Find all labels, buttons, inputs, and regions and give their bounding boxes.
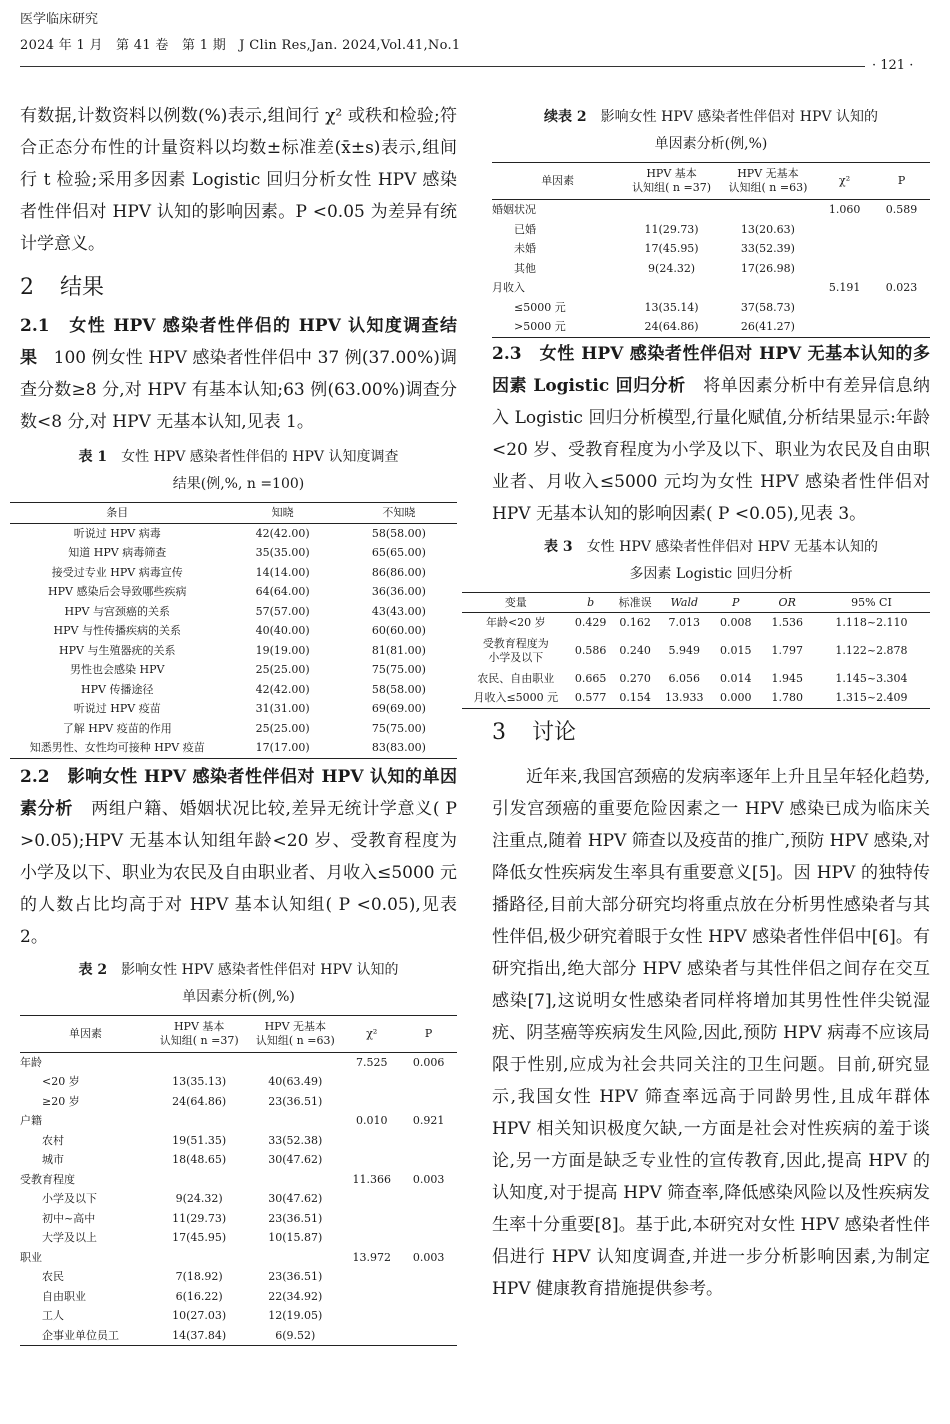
table-cell: 31(31.00) (255, 702, 310, 715)
table-cell: 37(58.73) (740, 300, 795, 314)
table-cell (343, 1326, 400, 1346)
table-cell: 年龄<20 岁 (485, 616, 546, 629)
subsection-title: 2.1 女性 HPV 感染者性伴侣的 HPV 认知度调查结果 (20, 316, 457, 368)
table-cell: 14(37.84) (172, 1328, 227, 1342)
table-row (10, 680, 457, 700)
section-2-3 (492, 338, 930, 530)
table-label: 表 3 (544, 538, 573, 555)
table-cell: 18(48.65) (172, 1153, 227, 1166)
table-cell: 0.000 (719, 691, 752, 704)
table-cell: 13(35.14) (644, 300, 699, 314)
table-cell: 58(58.00) (371, 526, 426, 540)
table-cell (816, 298, 873, 318)
table-cell (720, 200, 816, 220)
table-row (10, 602, 457, 622)
table-row (492, 239, 930, 259)
table-cell (343, 1150, 400, 1170)
table-cell (343, 1287, 400, 1307)
table-cell: 57(57.00) (255, 604, 310, 618)
subsection-body: 两组户籍、婚姻状况比较,差异无统计学意义( P >0.05);HPV 无基本认知组年龄<20 岁、受教育程度为小学及以下、职业为农民及自由职业者、月收入≤5000 元的人数占比均高于对 HPV 基本认知组( P <0.05),见表 2。 (20, 798, 457, 947)
table-cell: 1.118~2.110 (835, 616, 908, 629)
table-cell: 企事业单位员工 (42, 1328, 119, 1342)
table-row (20, 1170, 457, 1190)
table-cell: 1.945 (771, 671, 803, 685)
subsection-body: 100 例女性 HPV 感染者性伴侣中 37 例(37.00%)调查分数≥8 分,对 HPV 有基本认知;63 例(63.00%)调查分数<8 分,对 HPV 无基本认知,见表 1。 (20, 348, 458, 432)
table-cell: 64(64.00) (255, 585, 310, 598)
table-row (10, 699, 457, 719)
table-cell (873, 298, 930, 318)
table-cell (247, 1248, 343, 1268)
table-cell (873, 317, 930, 337)
table-cell: 0.014 (719, 671, 752, 685)
table-cell: ≥20 岁 (42, 1094, 80, 1108)
table-2 (20, 1015, 457, 1347)
table-label: 表 2 (78, 961, 108, 978)
table-cell: HPV 与宫颈癌的关系 (64, 604, 170, 618)
table-cell (873, 239, 930, 259)
table-row (20, 1150, 457, 1170)
col-header: P (424, 1026, 433, 1040)
col-header: 单因素 (69, 1026, 103, 1040)
table-row (20, 1111, 457, 1131)
table-2-cont-caption (492, 104, 930, 158)
table-row (492, 278, 930, 298)
journal-name: 医学临床研究 (20, 12, 99, 27)
table-cell: 7.013 (668, 616, 701, 629)
left-column (20, 100, 457, 1346)
col-header: 不知晓 (382, 506, 416, 519)
table-cell: 58(58.00) (371, 682, 426, 696)
table-cell: 受教育程度为 小学及以下 (482, 636, 549, 664)
table-3 (462, 592, 930, 709)
section-title: 结果 (60, 275, 105, 300)
table-row (20, 1189, 457, 1209)
section-3-heading (492, 717, 930, 749)
section-2-2 (20, 761, 457, 953)
table-cell: 9(24.32) (175, 1192, 223, 1205)
table-cell: 0.010 (356, 1114, 388, 1127)
caption-line: 结果(例,%, n =100) (172, 476, 305, 492)
table-cell (343, 1306, 400, 1326)
table-cell: 听说过 HPV 病毒 (73, 526, 161, 540)
table-cell: 男性也会感染 HPV (70, 663, 165, 676)
table-cell (343, 1131, 400, 1151)
table-cell (400, 1189, 457, 1209)
table-cell: 23(36.51) (268, 1211, 323, 1225)
table-row (10, 523, 457, 543)
table-cell: 0.240 (619, 643, 651, 657)
table-cell: 6(9.52) (275, 1328, 316, 1342)
table-cell: 75(75.00) (371, 663, 426, 676)
table-cell: 5.191 (828, 281, 861, 294)
section-title: 讨论 (532, 719, 577, 745)
table-cell: 职业 (20, 1250, 42, 1264)
col-header: b (587, 595, 595, 609)
table-cell: 17(26.98) (740, 261, 795, 275)
table-cell: 25(25.00) (255, 721, 310, 735)
table-cell: 农村 (42, 1133, 64, 1147)
table-cell: 0.023 (885, 281, 918, 294)
right-column (473, 100, 930, 1305)
table-row (20, 1326, 457, 1346)
table-3-caption (492, 534, 930, 588)
table-cell: 0.921 (412, 1114, 445, 1127)
table-cell: 0.015 (719, 643, 752, 657)
table-cell: 60(60.00) (371, 624, 426, 637)
table-cell: 户籍 (20, 1114, 42, 1127)
table-cell: 36(36.00) (371, 585, 426, 598)
table-cell: HPV 与性传播疾病的关系 (53, 624, 181, 637)
table-cell: 月收入 (492, 281, 525, 294)
subsection-title: 2.3 女性 HPV 感染者性伴侣对 HPV 无基本认知的多因素 Logistic 回归分析 (492, 343, 930, 396)
table-cell: ≤5000 元 (514, 300, 566, 314)
table-cell: 0.665 (574, 671, 607, 685)
table-cell: 11(29.73) (644, 222, 699, 236)
table-row (462, 613, 930, 633)
col-header: HPV 无基本 认知组( n =63) (728, 167, 808, 194)
table-cell: 0.008 (719, 616, 752, 629)
table-cell: <20 岁 (42, 1075, 80, 1088)
table-cell: 19(19.00) (255, 643, 310, 657)
table-row (20, 1306, 457, 1326)
table-cell: 0.589 (885, 203, 918, 216)
col-header: P (732, 595, 740, 609)
table-cell: 0.006 (412, 1055, 445, 1069)
table-cell (816, 239, 873, 259)
issue-line: 2024 年 1 月 第 41 卷 第 1 期 J Clin Res,Jan. 2024,Vol.41,No.1 (20, 38, 461, 53)
table-cell: 81(81.00) (371, 643, 426, 657)
table-cell: 1.060 (828, 203, 861, 216)
table-cell: 42(42.00) (255, 682, 310, 696)
col-header: 条目 (106, 506, 129, 519)
table-cell: 10(15.87) (268, 1231, 323, 1244)
table-cell: 1.145~3.304 (835, 671, 908, 685)
table-cell: 农民 (42, 1270, 64, 1283)
table-cell: 城市 (42, 1153, 64, 1166)
table-row (20, 1209, 457, 1229)
table-cell: 1.536 (771, 616, 803, 629)
table-cell: 其他 (514, 261, 536, 275)
table-header-row (492, 163, 930, 200)
caption-line: 多因素 Logistic 回归分析 (629, 565, 793, 582)
table-cell (151, 1170, 247, 1190)
table-cell: 33(52.38) (268, 1133, 323, 1147)
table-cell (247, 1052, 343, 1072)
table-row (20, 1131, 457, 1151)
col-header: χ² (839, 174, 851, 188)
table-cell: 6.056 (668, 671, 701, 685)
table-cell (343, 1072, 400, 1092)
table-cell: HPV 与生殖器疣的关系 (59, 643, 176, 657)
table-cell: 初中~高中 (42, 1211, 96, 1225)
table-label: 表 1 (78, 449, 108, 465)
col-header: 变量 (504, 595, 527, 609)
table-cell (151, 1248, 247, 1268)
table-cell (623, 200, 719, 220)
table-cell: 69(69.00) (371, 702, 426, 715)
section-number: 2 (20, 275, 34, 300)
table-cell: 0.154 (619, 691, 651, 704)
table-cell: 未婚 (514, 242, 536, 255)
table-cell: 婚姻状况 (492, 203, 536, 216)
table-row (20, 1052, 457, 1072)
table-cell (343, 1209, 400, 1229)
table-cell: 17(17.00) (255, 741, 310, 754)
col-header: χ² (366, 1026, 378, 1040)
section-2-1 (20, 310, 457, 438)
table-cell: 1.797 (771, 643, 803, 657)
table-cell (400, 1150, 457, 1170)
methods-paragraph: 有数据,计数资料以例数(%)表示,组间行 χ² 或秩和检验;符合正态分布性的计量资料以均数±标准差(x̄±s)表示,组间行 t 检验;采用多因素 Logistic 回归分析女性 HPV 感染者性伴侣对 HPV 认知的影响因素。P <0.05 为差异有统计学意义。 (20, 106, 457, 254)
table-header-row (20, 1015, 457, 1052)
table-cell: 听说过 HPV 疫苗 (73, 702, 161, 715)
table-cell (343, 1267, 400, 1287)
table-cell (873, 220, 930, 240)
table-row (492, 200, 930, 220)
table-cell: 40(40.00) (255, 624, 310, 637)
table-cell (343, 1092, 400, 1112)
table-cell (151, 1052, 247, 1072)
col-header: 单因素 (541, 174, 575, 188)
table-cell: 17(45.95) (172, 1231, 227, 1244)
table-cell: 33(52.39) (740, 242, 795, 255)
table-cell: 0.003 (412, 1250, 445, 1264)
section-number: 3 (492, 719, 506, 745)
table-cell: 月收入≤5000 元 (473, 691, 559, 704)
table-cell (400, 1072, 457, 1092)
table-cell: 13.972 (352, 1250, 391, 1264)
table-cell: 6(16.22) (175, 1289, 223, 1303)
table-row (20, 1072, 457, 1092)
col-header: OR (778, 595, 796, 609)
table-cell: 26(41.27) (740, 320, 795, 333)
table-row (462, 669, 930, 689)
table-cell: 65(65.00) (371, 546, 426, 559)
col-header: HPV 基本 认知组( n =37) (632, 167, 711, 194)
table-cell (400, 1131, 457, 1151)
table-row (462, 688, 930, 708)
table-row (20, 1092, 457, 1112)
table-cell: 11(29.73) (172, 1211, 227, 1225)
col-header: 95% CI (851, 595, 892, 609)
table-cell (816, 220, 873, 240)
table-cell: 小学及以下 (42, 1192, 97, 1205)
table-cell: 5.949 (668, 643, 701, 657)
subsection-body: 将单因素分析中有差异信息纳入 Logistic 回归分析模型,行量化赋值,分析结果显示:年龄<20 岁、受教育程度为小学及以下、职业为农民及自由职业者、月收入≤5000 元均为女性 HPV 感染者性伴侣对 HPV 无基本认知的影响因素( P <0.05),见表 3。 (492, 375, 930, 524)
table-cell (400, 1092, 457, 1112)
table-cell: 知悉男性、女性均可接种 HPV 疫苗 (29, 741, 205, 754)
table-cell: 30(47.62) (268, 1153, 323, 1166)
table-cell: 0.270 (619, 671, 651, 685)
table-cell: 13.933 (665, 691, 704, 704)
table-cell: 22(34.92) (268, 1289, 323, 1303)
table-cell: 13(35.13) (172, 1075, 227, 1088)
table-cell (816, 259, 873, 279)
table-cell: 23(36.51) (268, 1094, 323, 1108)
table-cell: 83(83.00) (371, 741, 426, 754)
table-cell: 接受过专业 HPV 病毒宣传 (51, 565, 183, 579)
discussion-paragraph: 近年来,我国宫颈癌的发病率逐年上升且呈年轻化趋势,引发宫颈癌的重要危险因素之一 HPV 感染已成为临床关注重点,随着 HPV 筛查以及疫苗的推广,预防 HPV 感染,对降低女性疾病发生率具有重要意义[5]。因 HPV 的独特传播路径,目前大部分研究均将重点放在分析男性感染者与其性伴侣,极少研究着眼于女性 HPV 感染者性伴侣中[6]。有研究指出,绝大部分 HPV 感染者与其性伴侣之间存在交互感染[7],这说明女性感染者同样将增加其男性性伴尖锐湿疣、阴茎癌等疾病发生风险,因此,预防 HPV 病毒不应该局限于性别,应成为社会共同关注的卫生问题。目前,研究显示,我国女性 HPV 筛查率远高于同龄男性,且成年群体 HPV 相关知识极度欠缺,一方面是社会对性疾病的羞于谈论,另一方面是缺乏专业性的宣传教育,因此,提高 HPV 的认知度,对于提高 HPV 筛查率,降低感染风险以及性疾病发生率十分重要[8]。基于此,本研究对女性 HPV 感染者性伴侣进行 HPV 认知度调查,并进一步分析影响因素,为制定 HPV 健康教育措施提供参考。 (492, 766, 930, 1299)
table-cell (151, 1111, 247, 1131)
table-cell: 40(63.49) (268, 1075, 323, 1088)
table-cell: 受教育程度 (20, 1172, 75, 1186)
caption-line: 单因素分析(例,%) (654, 136, 768, 152)
caption-line: 影响女性 HPV 感染者性伴侣对 HPV 认知的 (600, 109, 878, 125)
table-row (20, 1228, 457, 1248)
table-cell: 大学及以上 (42, 1231, 97, 1244)
table-cell: 42(42.00) (255, 526, 310, 540)
table-cell: 0.003 (412, 1172, 445, 1186)
table-cell (623, 278, 719, 298)
table-cell (247, 1111, 343, 1131)
table-cell: HPV 传播途径 (81, 682, 154, 696)
col-header: 标准误 (618, 595, 652, 609)
table-row (20, 1287, 457, 1307)
table-cell (400, 1209, 457, 1229)
table-row (10, 543, 457, 563)
table-cell: 7(18.92) (175, 1270, 223, 1283)
table-cell: 24(64.86) (172, 1094, 227, 1108)
col-header: Wald (670, 595, 698, 609)
subsection-title: 2.2 影响女性 HPV 感染者性伴侣对 HPV 认知的单因素分析 (20, 766, 457, 819)
table-cell (343, 1189, 400, 1209)
table-header-row (462, 592, 930, 613)
table-row (10, 738, 457, 758)
table-cell: 1.780 (771, 691, 803, 704)
table-cell (343, 1228, 400, 1248)
table-row (492, 220, 930, 240)
table-cell: 35(35.00) (255, 546, 310, 559)
caption-line: 单因素分析(例,%) (182, 988, 295, 1005)
col-header: HPV 无基本 认知组( n =63) (255, 1019, 335, 1047)
table-cell (720, 278, 816, 298)
table-cell: 9(24.32) (648, 261, 696, 275)
table-cell: >5000 元 (514, 320, 566, 333)
table-cell: 12(19.05) (268, 1309, 323, 1322)
caption-line: 女性 HPV 感染者性伴侣对 HPV 无基本认知的 (586, 538, 878, 555)
table-cell (247, 1170, 343, 1190)
table-cell: 农民、自由职业 (477, 671, 555, 685)
table-cell: 了解 HPV 疫苗的作用 (62, 721, 172, 735)
table-row (492, 298, 930, 318)
table-label: 续表 2 (544, 109, 587, 125)
table-cell: 25(25.00) (255, 663, 310, 676)
table-cell: 17(45.95) (644, 242, 699, 255)
table-cell (400, 1326, 457, 1346)
table-cell (873, 259, 930, 279)
table-cell: 30(47.62) (268, 1192, 323, 1205)
table-cell: 14(14.00) (255, 565, 310, 579)
table-1-caption (20, 444, 457, 498)
table-cell: 1.315~2.409 (835, 691, 908, 704)
table-cell: 23(36.51) (268, 1270, 323, 1283)
table-cell: 0.586 (574, 643, 607, 657)
table-row (10, 582, 457, 602)
table-row (10, 563, 457, 583)
page-number: · 121 · (872, 58, 914, 73)
table-header-row (10, 503, 457, 524)
table-cell: 0.429 (574, 616, 607, 629)
table-cell: 11.366 (352, 1172, 391, 1186)
table-cell: 7.525 (356, 1055, 388, 1069)
table-row (20, 1248, 457, 1268)
table-cell: 13(20.63) (740, 222, 795, 236)
caption-line: 女性 HPV 感染者性伴侣的 HPV 认知度调查 (121, 449, 399, 465)
table-2-continued (492, 162, 930, 338)
table-cell: 0.577 (574, 691, 607, 704)
table-row (10, 621, 457, 641)
table-cell: 自由职业 (42, 1289, 86, 1303)
table-row (462, 633, 930, 669)
col-header: P (897, 174, 906, 188)
table-cell: 知道 HPV 病毒筛查 (68, 546, 167, 559)
table-cell: 86(86.00) (371, 565, 426, 579)
table-row (10, 719, 457, 739)
col-header: HPV 基本 认知组( n =37) (159, 1019, 239, 1047)
table-cell: 24(64.86) (644, 320, 699, 333)
table-cell: 0.162 (619, 616, 651, 629)
table-cell (400, 1267, 457, 1287)
table-cell: 年龄 (20, 1055, 42, 1069)
table-row (20, 1267, 457, 1287)
table-cell (400, 1306, 457, 1326)
table-cell (400, 1287, 457, 1307)
table-cell (816, 317, 873, 337)
table-row (10, 641, 457, 661)
table-row (10, 660, 457, 680)
header-rule (20, 66, 865, 67)
table-cell: 已婚 (514, 222, 536, 236)
table-cell: 75(75.00) (371, 721, 426, 735)
table-1 (10, 502, 457, 759)
table-cell (400, 1228, 457, 1248)
table-cell: 19(51.35) (172, 1133, 227, 1147)
table-cell: 10(27.03) (172, 1309, 227, 1322)
table-cell: 工人 (42, 1309, 64, 1322)
table-cell: HPV 感染后会导致哪些疾病 (48, 585, 187, 598)
caption-line: 影响女性 HPV 感染者性伴侣对 HPV 认知的 (121, 961, 399, 978)
table-row (492, 259, 930, 279)
table-cell: 1.122~2.878 (835, 643, 908, 657)
table-cell: 43(43.00) (371, 604, 426, 618)
table-2-caption (20, 957, 457, 1011)
table-row (492, 317, 930, 337)
section-2-heading (20, 272, 457, 304)
col-header: 知晓 (271, 506, 294, 519)
